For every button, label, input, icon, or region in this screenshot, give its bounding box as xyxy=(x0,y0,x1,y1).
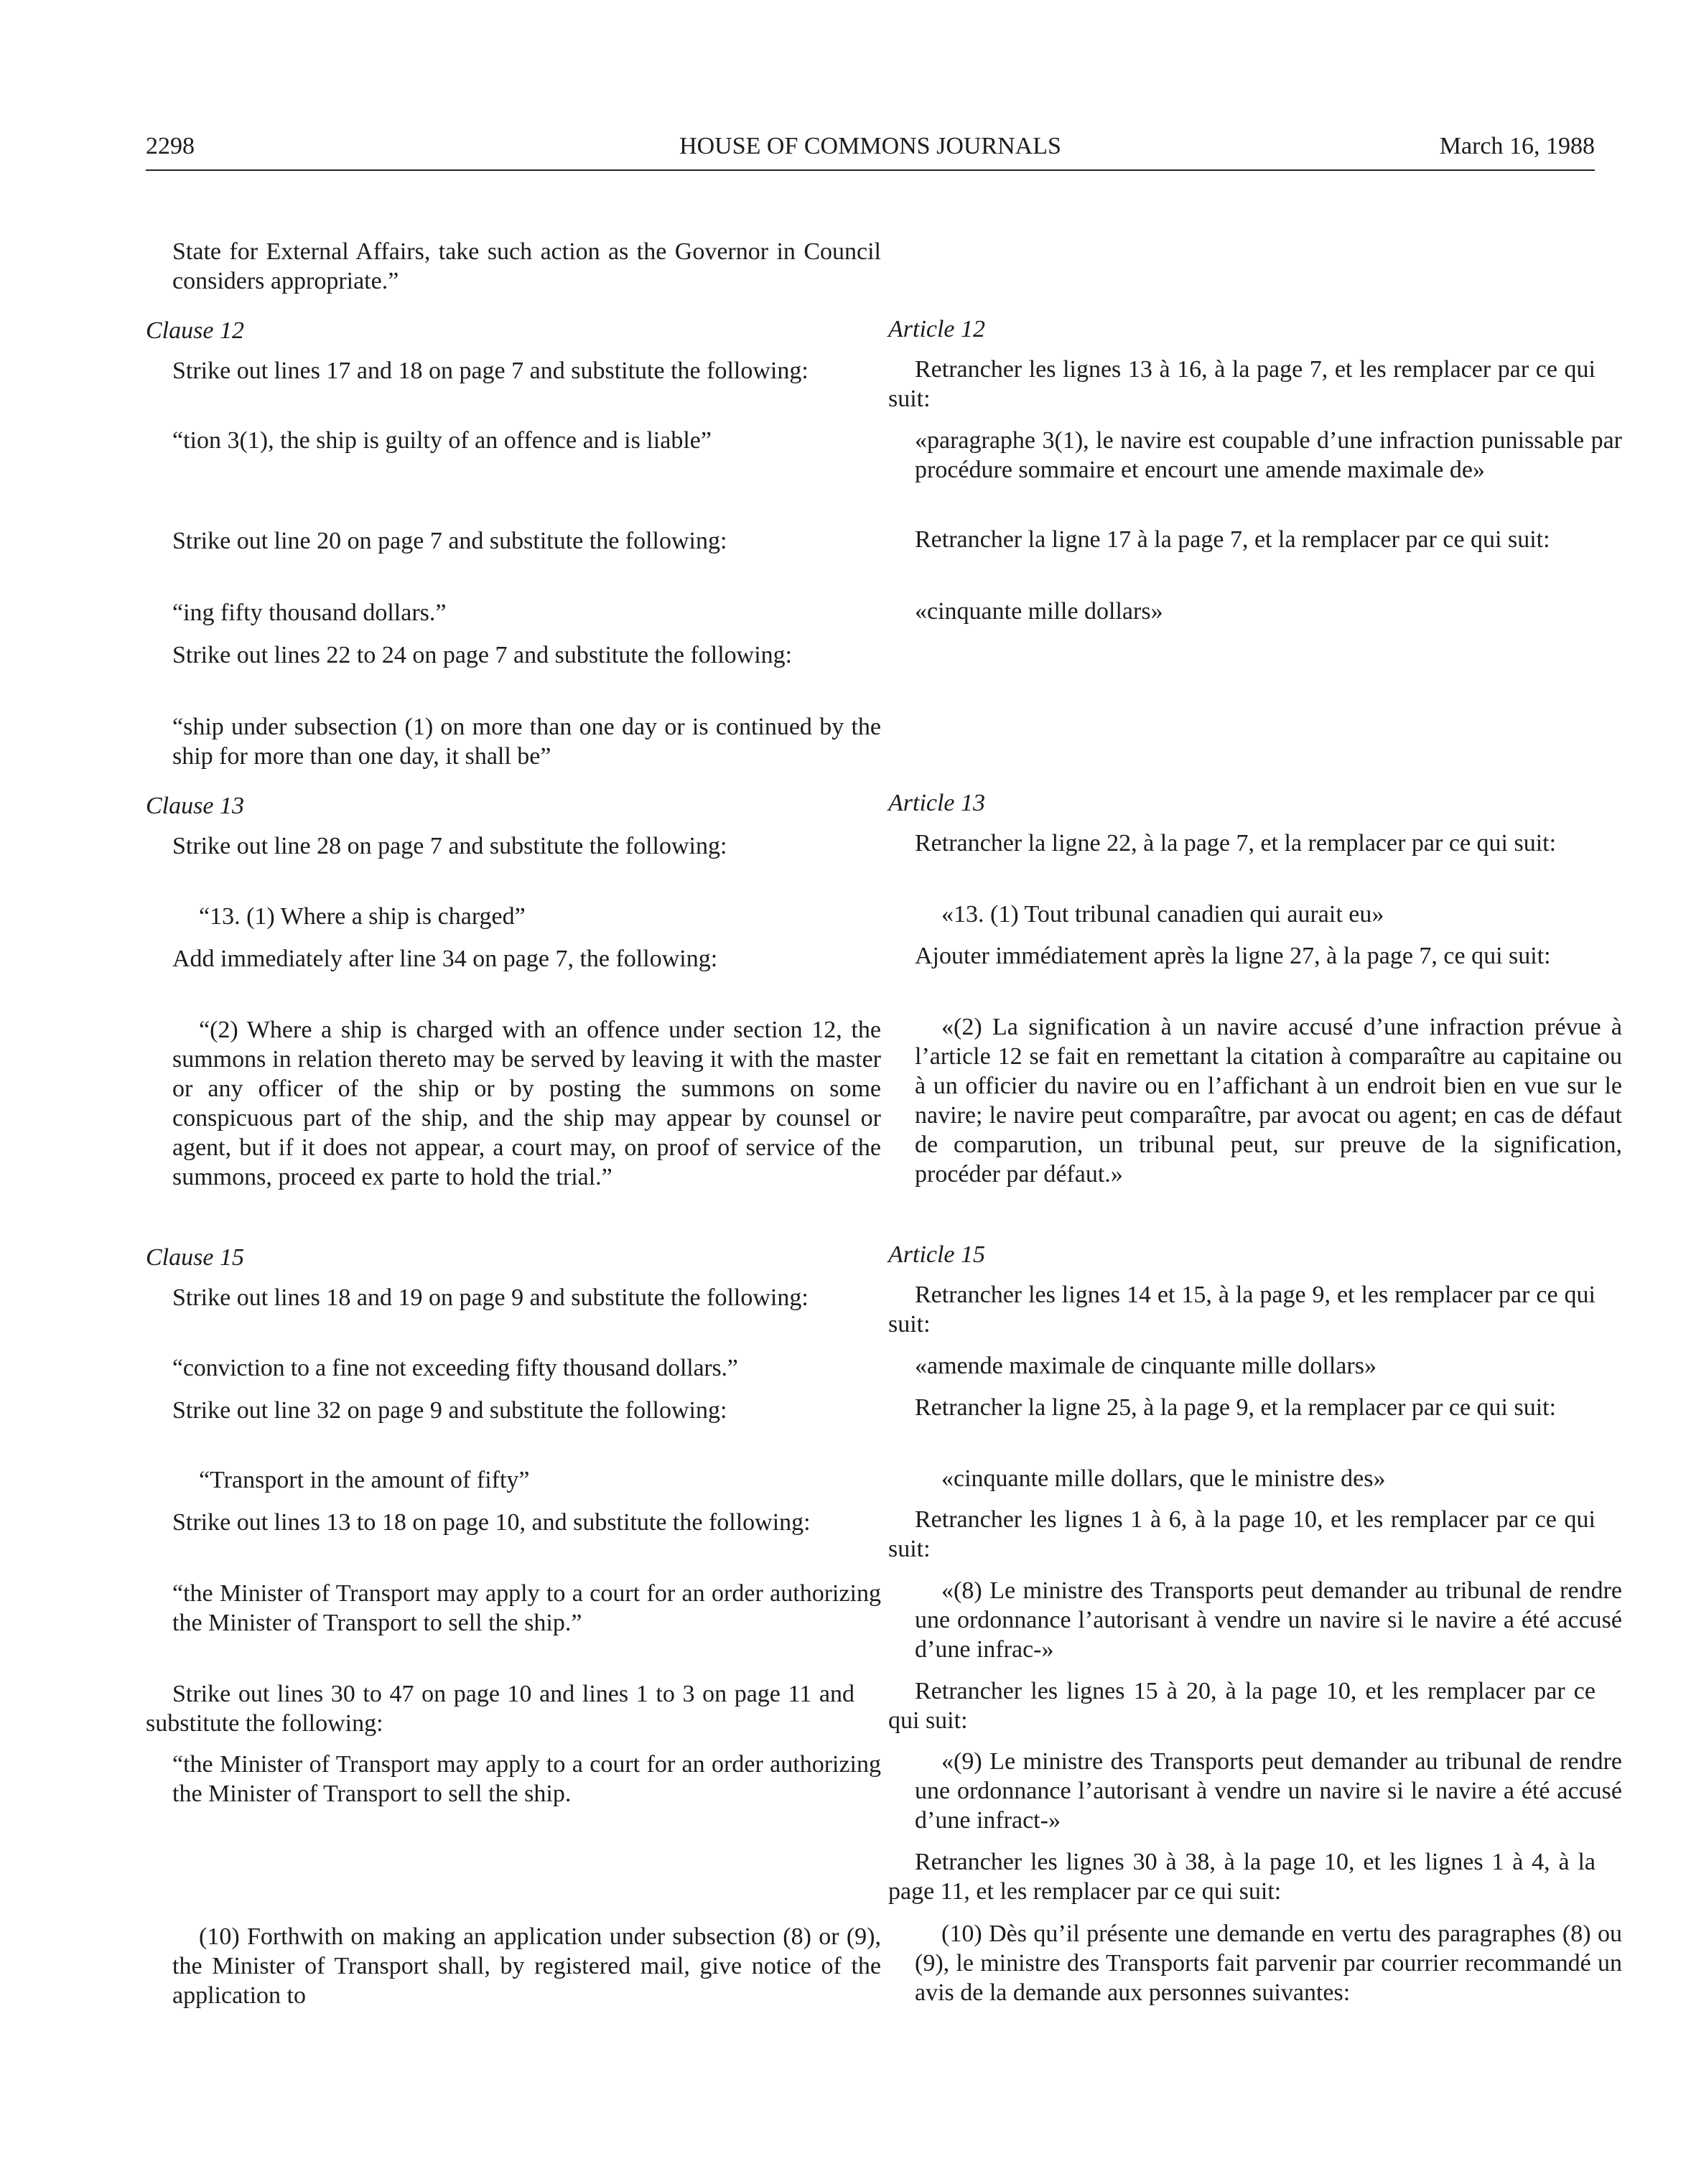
article-13-heading: Article 13 xyxy=(888,790,986,816)
clause-12-quote-2: “ing fifty thousand dollars.” xyxy=(172,599,447,626)
article-15-heading: Article 15 xyxy=(888,1241,986,1268)
clause-15-instruction-2: Strike out line 32 on page 9 and substitute the following: xyxy=(172,1397,727,1424)
clause-15-quote-1: “conviction to a fine not exceeding fifty thousand dollars.” xyxy=(172,1355,738,1381)
clause-12-instruction-3: Strike out lines 22 to 24 on page 7 and substitute the following: xyxy=(172,642,793,668)
article-12-heading: Article 12 xyxy=(888,316,986,342)
clause-13-heading: Clause 13 xyxy=(146,793,244,819)
article-15-quote-1: «amende maximale de cinquante mille dollars» xyxy=(915,1353,1376,1379)
clause-15-quote-2: “Transport in the amount of fifty” xyxy=(199,1467,530,1493)
clause-13-quote-2: “(2) Where a ship is charged with an offence under section 12, the summons in relation thereto may be served by leaving it with the master or any officer of the ship or by posting the summons on some conspicuous part of the ship, and the ship may appear by counsel or agent, but if it does not appear, a court may, on proof of service of the summons, proceed ex parte to hold the trial.” xyxy=(172,1017,881,1190)
article-13-quote-2: «(2) La signification à un navire accusé d’une infraction prévue à l’article 12 se fait en remettant la citation à comparaître au capitaine ou à un officier du navire ou en l’affichant à un endroit bien en vue sur le navire; le navire peut comparaître, par avocat ou agent; en cas de défaut de comparution, un tribunal peut, sur preuve de la signification, procéder par défaut.» xyxy=(915,1014,1622,1187)
clause-12-instruction-1: Strike out lines 17 and 18 on page 7 and substitute the following: xyxy=(172,358,809,384)
article-13-quote-1: «13. (1) Tout tribunal canadien qui aurait eu» xyxy=(941,901,1384,928)
article-15-instruction-5: Retrancher les lignes 30 à 38, à la page 10, et les lignes 1 à 4, à la page 11, et les remplacer par ce qui suit: xyxy=(888,1849,1595,1905)
article-15-quote-2: «cinquante mille dollars, que le ministre des» xyxy=(941,1465,1386,1492)
article-15-instruction-1: Retrancher les lignes 14 et 15, à la page 9, et les remplacer par ce qui suit: xyxy=(888,1282,1595,1338)
article-15-quote-3: «(8) Le ministre des Transports peut demander au tribunal de rendre une ordonnance l’autorisant à vendre un navire si le navire a été accusé d’une infrac-» xyxy=(915,1577,1622,1663)
clause-12-quote-3: “ship under subsection (1) on more than one day or is continued by the ship for more than one day, it shall be” xyxy=(172,714,881,770)
clause-15-quote-4: “the Minister of Transport may apply to a court for an order authorizing the Minister of Transport to sell the ship. xyxy=(172,1751,881,1807)
article-13-instruction-2: Ajouter immédiatement après la ligne 27, à la page 7, ce qui suit: xyxy=(915,943,1551,969)
article-15-quote-5: (10) Dès qu’il présente une demande en vertu des paragraphes (8) ou (9), le ministre des Transports fait parvenir par courrier recommandé un avis de la demande aux personnes suivantes: xyxy=(915,1921,1622,2006)
page-header xyxy=(146,132,1595,171)
article-15-instruction-4: Retrancher les lignes 15 à 20, à la page 10, et les remplacer par ce qui suit: xyxy=(888,1678,1595,1734)
clause-13-quote-1: “13. (1) Where a ship is charged” xyxy=(199,903,526,930)
clause-15-instruction-3: Strike out lines 13 to 18 on page 10, and substitute the following: xyxy=(172,1509,811,1536)
clause-12-instruction-2: Strike out line 20 on page 7 and substitute the following: xyxy=(172,528,727,554)
clause-15-quote-3: “the Minister of Transport may apply to a court for an order authorizing the Minister of Transport to sell the ship.” xyxy=(172,1580,881,1636)
clause-15-instruction-1: Strike out lines 18 and 19 on page 9 and substitute the following: xyxy=(172,1284,809,1311)
article-15-instruction-3: Retrancher les lignes 1 à 6, à la page 10, et les remplacer par ce qui suit: xyxy=(888,1506,1595,1562)
article-12-quote-2: «cinquante mille dollars» xyxy=(915,598,1163,625)
article-12-quote-1: «paragraphe 3(1), le navire est coupable d’une infraction punissable par procédure sommaire et encourt une amende maximale de» xyxy=(915,427,1622,483)
clause-13-instruction-1: Strike out line 28 on page 7 and substitute the following: xyxy=(172,833,727,859)
clause-15-instruction-4: Strike out lines 30 to 47 on page 10 and lines 1 to 3 on page 11 and substitute the following: xyxy=(146,1681,854,1737)
article-12-instruction-1: Retrancher les lignes 13 à 16, à la page 7, et les remplacer par ce qui suit: xyxy=(888,356,1595,412)
article-15-quote-4: «(9) Le ministre des Transports peut demander au tribunal de rendre une ordonnance l’autorisant à vendre un navire si le navire a été accusé d’une infract-» xyxy=(915,1748,1622,1834)
journal-date: March 16, 1988 xyxy=(1439,133,1595,159)
clause-12-heading: Clause 12 xyxy=(146,317,244,344)
english-continuation: State for External Affairs, take such action as the Governor in Council considers appropriate.” xyxy=(172,238,881,294)
article-12-instruction-2: Retrancher la ligne 17 à la page 7, et la remplacer par ce qui suit: xyxy=(915,526,1550,553)
clause-13-instruction-2: Add immediately after line 34 on page 7, the following: xyxy=(172,946,718,972)
article-15-instruction-2: Retrancher la ligne 25, à la page 9, et la remplacer par ce qui suit: xyxy=(915,1394,1557,1421)
clause-15-quote-5: (10) Forthwith on making an application under subsection (8) or (9), the Minister of Transport shall, by registered mail, give notice of the application to xyxy=(172,1923,881,2009)
page-number: 2298 xyxy=(146,133,195,159)
article-13-instruction-1: Retrancher la ligne 22, à la page 7, et la remplacer par ce qui suit: xyxy=(915,830,1557,857)
clause-12-quote-1: “tion 3(1), the ship is guilty of an offence and is liable” xyxy=(172,427,712,454)
clause-15-heading: Clause 15 xyxy=(146,1244,244,1271)
journal-title: HOUSE OF COMMONS JOURNALS xyxy=(679,133,1061,159)
